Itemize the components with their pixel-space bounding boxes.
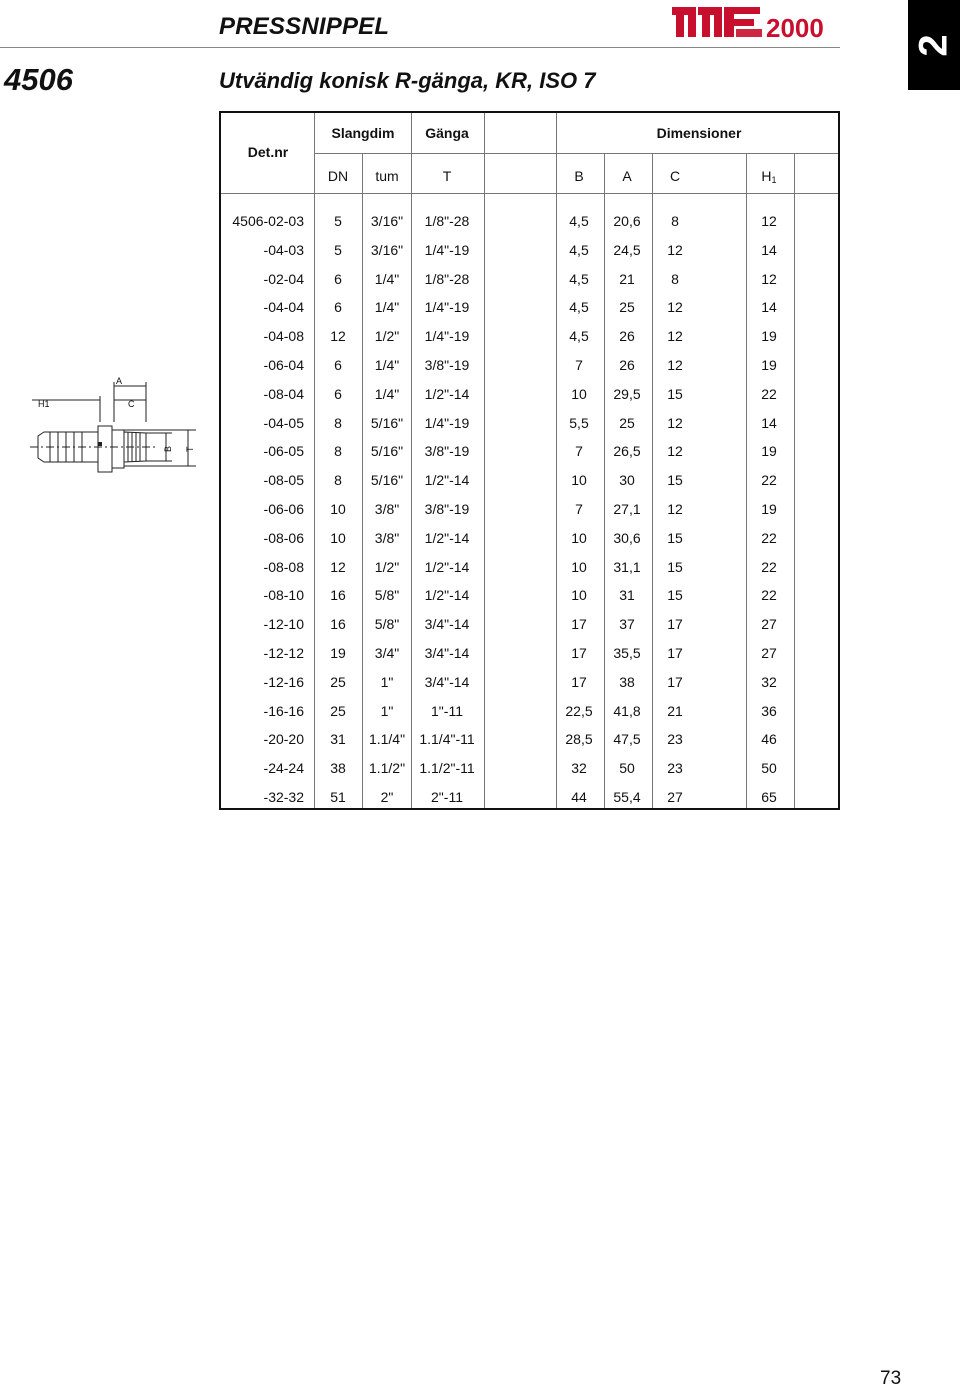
cell-t: 1.1/2"-11: [419, 760, 475, 777]
header-ganga: Gänga: [425, 125, 469, 141]
cell-b: 4,5: [569, 241, 589, 258]
cell-a: 37: [619, 616, 635, 633]
col-header-b: B: [574, 168, 584, 184]
cell-a: 41,8: [613, 702, 641, 719]
spec-table: [219, 111, 840, 810]
cell-t: 1/2"-14: [424, 385, 470, 402]
dim-label-a: A: [116, 376, 123, 386]
cell-c: 27: [667, 789, 683, 805]
column-rule: [746, 153, 747, 808]
cell-dn: 51: [330, 789, 346, 805]
cell-tum: 5/16": [370, 472, 404, 489]
cell-dn: 8: [334, 472, 342, 489]
cell-detnr: -04-03: [263, 241, 304, 258]
cell-detnr: -06-06: [263, 501, 304, 517]
cell-detnr: -24-24: [263, 760, 304, 777]
cell-detnr: -16-16: [263, 702, 304, 719]
cell-h1: 46: [761, 731, 777, 748]
column-rule: [652, 153, 653, 808]
cell-tum: 5/16": [370, 443, 404, 460]
cell-t: 1/2"-14: [424, 472, 470, 489]
cell-dn: 8: [334, 443, 342, 460]
cell-detnr: -12-16: [263, 673, 304, 690]
cell-t: 1"-11: [431, 702, 463, 719]
cell-c: 17: [667, 645, 683, 661]
cell-b: 32: [571, 760, 587, 777]
cell-detnr: -32-32: [263, 789, 304, 805]
cell-t: 1/8"-28: [424, 270, 470, 287]
cell-dn: 10: [330, 501, 346, 517]
cell-tum: 1": [380, 702, 394, 719]
mf2000-logo: [670, 3, 842, 41]
header-rule: [221, 193, 838, 194]
cell-c: 12: [667, 328, 683, 345]
cell-c: 12: [667, 443, 683, 460]
cell-t: 3/8"-19: [424, 443, 470, 460]
cell-tum: 3/16": [370, 213, 404, 229]
cell-detnr: -08-04: [263, 385, 304, 402]
cell-dn: 19: [330, 645, 346, 661]
cell-c: 23: [667, 731, 683, 748]
cell-detnr: -04-04: [263, 299, 304, 316]
cell-h1: 19: [761, 328, 777, 345]
cell-t: 1/2"-14: [424, 558, 470, 575]
cell-h1: 27: [761, 645, 777, 661]
col-header-dn: DN: [327, 168, 349, 184]
cell-t: 2"-11: [431, 789, 463, 805]
cell-dn: 38: [330, 760, 346, 777]
cell-h1: 12: [761, 270, 777, 287]
svg-text:2000: 2000: [766, 13, 824, 41]
cell-t: 1.1/4"-11: [419, 731, 475, 748]
cell-a: 55,4: [613, 789, 641, 805]
cell-tum: 1/2": [374, 558, 400, 575]
column-rule: [411, 113, 412, 808]
cell-dn: 25: [330, 702, 346, 719]
cell-h1: 14: [761, 414, 777, 431]
dim-label-t: T: [185, 446, 195, 452]
article-number: 4506: [4, 62, 73, 97]
cell-detnr: -20-20: [263, 731, 304, 748]
cell-detnr: -08-08: [263, 558, 304, 575]
cell-c: 15: [667, 529, 683, 546]
header-dimensioner: Dimensioner: [656, 125, 742, 141]
cell-c: 23: [667, 760, 683, 777]
column-rule: [794, 153, 795, 808]
cell-c: 12: [667, 414, 683, 431]
cell-tum: 1.1/4": [368, 731, 406, 748]
cell-h1: 14: [761, 241, 777, 258]
column-rule: [604, 153, 605, 808]
cell-b: 22,5: [565, 702, 593, 719]
cell-dn: 5: [334, 213, 342, 229]
cell-a: 25: [619, 299, 635, 316]
cell-tum: 3/8": [374, 501, 400, 517]
cell-h1: 22: [761, 529, 777, 546]
fitting-drawing: [28, 376, 200, 476]
cell-c: 8: [671, 270, 679, 287]
col-header-c: C: [669, 168, 681, 184]
cell-t: 3/4"-14: [424, 645, 470, 661]
cell-a: 26: [619, 328, 635, 345]
cell-c: 8: [671, 213, 679, 229]
cell-tum: 1/4": [374, 357, 400, 373]
cell-c: 12: [667, 241, 683, 258]
cell-a: 35,5: [613, 645, 641, 661]
cell-h1: 36: [761, 702, 777, 719]
cell-c: 12: [667, 299, 683, 316]
cell-tum: 1/4": [374, 385, 400, 402]
cell-a: 38: [619, 673, 635, 690]
cell-h1: 19: [761, 443, 777, 460]
header-rule: [314, 153, 838, 154]
cell-dn: 12: [330, 558, 346, 575]
cell-h1: 12: [761, 213, 777, 229]
cell-tum: 3/16": [370, 241, 404, 258]
cell-c: 12: [667, 357, 683, 373]
cell-detnr: -08-05: [263, 472, 304, 489]
cell-h1: 22: [761, 385, 777, 402]
cell-a: 25: [619, 414, 635, 431]
cell-tum: 5/16": [370, 414, 404, 431]
dim-label-h1: H1: [38, 399, 50, 409]
cell-detnr: -08-06: [263, 529, 304, 546]
cell-h1: 22: [761, 558, 777, 575]
cell-tum: 3/8": [374, 529, 400, 546]
cell-b: 17: [571, 673, 587, 690]
col-header-h1-label: H: [761, 168, 772, 184]
cell-detnr: -12-10: [263, 616, 304, 633]
cell-h1: 14: [761, 299, 777, 316]
cell-b: 10: [571, 529, 587, 546]
cell-a: 30,6: [613, 529, 641, 546]
cell-t: 3/4"-14: [424, 616, 470, 633]
cell-dn: 6: [334, 357, 342, 373]
cell-dn: 10: [330, 529, 346, 546]
col-header-a: A: [622, 168, 632, 184]
cell-t: 3/8"-19: [424, 501, 470, 517]
cell-h1: 19: [761, 357, 777, 373]
cell-h1: 50: [761, 760, 777, 777]
cell-a: 50: [619, 760, 635, 777]
cell-a: 47,5: [613, 731, 641, 748]
cell-dn: 12: [330, 328, 346, 345]
cell-tum: 5/8": [374, 616, 400, 633]
cell-b: 5,5: [569, 414, 589, 431]
cell-t: 3/8"-19: [424, 357, 470, 373]
cell-b: 10: [571, 587, 587, 604]
cell-b: 17: [571, 645, 587, 661]
cell-detnr: -04-05: [263, 414, 304, 431]
cell-h1: 27: [761, 616, 777, 633]
cell-tum: 2": [380, 789, 394, 805]
cell-t: 1/4"-19: [424, 299, 470, 316]
cell-tum: 1/4": [374, 270, 400, 287]
cell-dn: 16: [330, 616, 346, 633]
cell-b: 7: [575, 501, 583, 517]
cell-h1: 65: [761, 789, 777, 805]
cell-c: 15: [667, 587, 683, 604]
column-rule: [556, 113, 557, 808]
cell-detnr: -12-12: [263, 645, 304, 661]
cell-a: 21: [619, 270, 635, 287]
col-header-h1-sub: 1: [771, 175, 777, 185]
header-detnr: Det.nr: [247, 144, 289, 160]
col-header-t: T: [442, 168, 452, 184]
cell-b: 4,5: [569, 213, 589, 229]
cell-dn: 25: [330, 673, 346, 690]
cell-a: 24,5: [613, 241, 641, 258]
cell-dn: 16: [330, 587, 346, 604]
header-slangdim: Slangdim: [331, 125, 395, 141]
cell-a: 20,6: [613, 213, 641, 229]
cell-detnr: 4506-02-03: [232, 213, 304, 229]
cell-tum: 5/8": [374, 587, 400, 604]
cell-b: 4,5: [569, 270, 589, 287]
page-title: PRESSNIPPEL: [219, 13, 390, 40]
cell-t: 1/4"-19: [424, 328, 470, 345]
cell-t: 1/2"-14: [424, 587, 470, 604]
cell-detnr: -06-04: [263, 357, 304, 373]
dim-label-c: C: [128, 399, 135, 409]
cell-c: 15: [667, 558, 683, 575]
cell-c: 15: [667, 385, 683, 402]
cell-t: 1/8"-28: [424, 213, 470, 229]
cell-b: 10: [571, 558, 587, 575]
cell-dn: 6: [334, 385, 342, 402]
column-rule: [484, 113, 485, 808]
cell-h1: 19: [761, 501, 777, 517]
cell-tum: 1": [380, 673, 394, 690]
column-rule: [314, 113, 315, 808]
col-header-tum: tum: [375, 168, 399, 184]
cell-c: 17: [667, 616, 683, 633]
cell-a: 31: [619, 587, 635, 604]
cell-a: 26,5: [613, 443, 641, 460]
col-header-h1: [761, 168, 776, 184]
cell-t: 1/4"-19: [424, 241, 470, 258]
cell-dn: 5: [334, 241, 342, 258]
cell-b: 4,5: [569, 328, 589, 345]
cell-detnr: -02-04: [263, 270, 304, 287]
cell-b: 4,5: [569, 299, 589, 316]
cell-b: 7: [575, 443, 583, 460]
cell-b: 17: [571, 616, 587, 633]
cell-dn: 6: [334, 299, 342, 316]
cell-tum: 1/4": [374, 299, 400, 316]
cell-b: 44: [571, 789, 587, 805]
cell-b: 28,5: [565, 731, 593, 748]
cell-a: 29,5: [613, 385, 641, 402]
cell-c: 17: [667, 673, 683, 690]
dim-label-b: B: [163, 445, 173, 452]
cell-detnr: -06-05: [263, 443, 304, 460]
column-rule: [362, 153, 363, 808]
cell-a: 26: [619, 357, 635, 373]
cell-h1: 22: [761, 472, 777, 489]
cell-dn: 31: [330, 731, 346, 748]
cell-a: 27,1: [613, 501, 641, 517]
page-subtitle: Utvändig konisk R-gänga, KR, ISO 7: [219, 68, 596, 93]
cell-h1: 22: [761, 587, 777, 604]
cell-h1: 32: [761, 673, 777, 690]
chapter-number: 2: [911, 33, 956, 57]
title-rule: [0, 47, 840, 48]
page-number: 73: [880, 1368, 902, 1389]
cell-c: 21: [667, 702, 683, 719]
cell-tum: 3/4": [374, 645, 400, 661]
cell-tum: 1/2": [374, 328, 400, 345]
cell-b: 10: [571, 385, 587, 402]
cell-c: 15: [667, 472, 683, 489]
cell-t: 1/4"-19: [424, 414, 470, 431]
cell-b: 10: [571, 472, 587, 489]
cell-detnr: -08-10: [263, 587, 304, 604]
cell-b: 7: [575, 357, 583, 373]
cell-dn: 8: [334, 414, 342, 431]
cell-a: 30: [619, 472, 635, 489]
cell-t: 1/2"-14: [424, 529, 470, 546]
chapter-tab: [908, 0, 960, 90]
cell-a: 31,1: [613, 558, 641, 575]
cell-detnr: -04-08: [263, 328, 304, 345]
cell-c: 12: [667, 501, 683, 517]
cell-dn: 6: [334, 270, 342, 287]
cell-t: 3/4"-14: [424, 673, 470, 690]
cell-tum: 1.1/2": [368, 760, 406, 777]
